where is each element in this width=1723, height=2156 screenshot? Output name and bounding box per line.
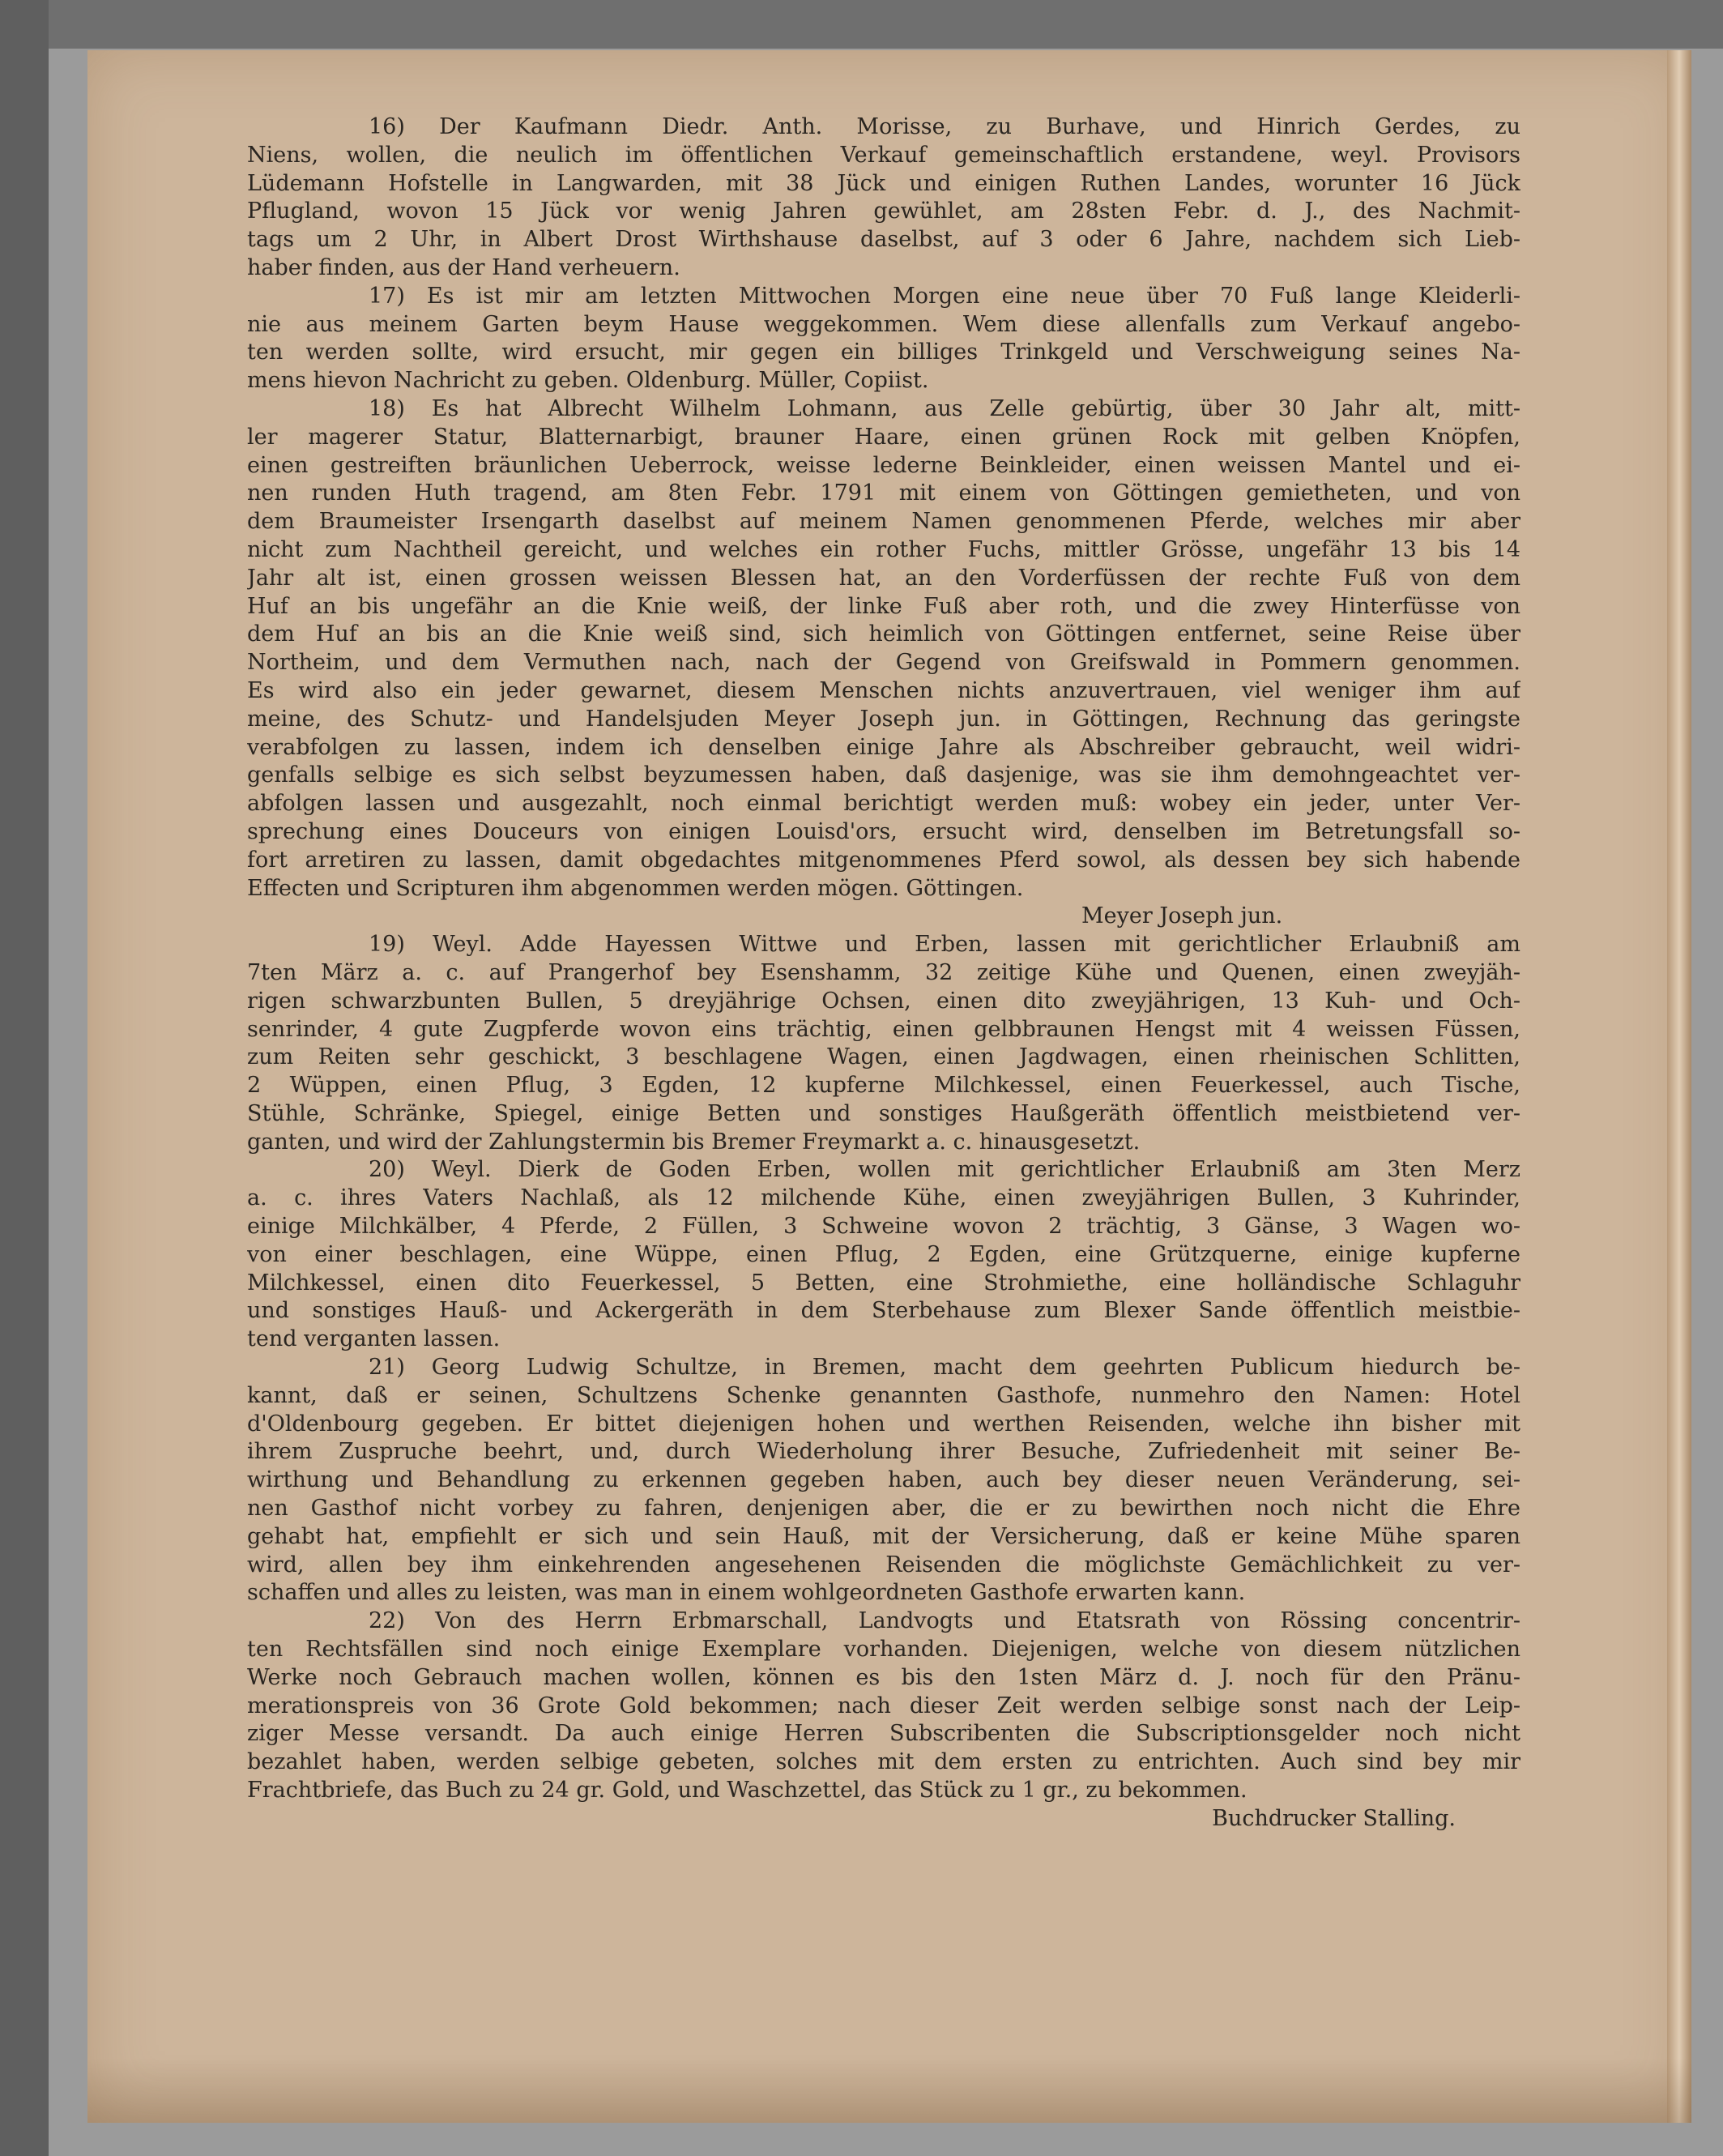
text-line: wirthung und Behandlung zu erkennen gegeben haben, auch bey dieser neuen Veränderung, sei-	[247, 1467, 1520, 1493]
text-line: Milchkessel, einen dito Feuerkessel, 5 Betten, eine Strohmiethe, eine holländische Schlaguhr	[247, 1270, 1520, 1296]
announcement-18	[247, 395, 1520, 931]
text-line: 16) Der Kaufmann Diedr. Anth. Morisse, zu Burhave, und Hinrich Gerdes, zu	[369, 114, 1520, 139]
text-line: 20) Weyl. Dierk de Goden Erben, wollen mit gerichtlicher Erlaubniß am 3ten Merz	[369, 1157, 1520, 1183]
scanner-background-top	[0, 0, 1723, 49]
text-line: und sonstiges Hauß- und Ackergeräth in dem Sterbehause zum Blexer Sande öffentlich meistbie-	[247, 1298, 1520, 1324]
page-shadow-bottom	[87, 2058, 1691, 2123]
text-line: d'Oldenbourg gegeben. Er bittet diejenigen hohen und werthen Reisenden, welche ihn bisher mit	[247, 1411, 1520, 1437]
text-line: kannt, daß er seinen, Schultzens Schenke genannten Gasthofe, nunmehro den Namen: Hotel	[247, 1382, 1520, 1408]
scanner-background-left	[0, 0, 49, 2156]
text-line: 18) Es hat Albrecht Wilhelm Lohmann, aus Zelle gebürtig, über 30 Jahr alt, mitt-	[369, 395, 1520, 421]
text-line: Pflugland, wovon 15 Jück vor wenig Jahren gewühlet, am 28sten Febr. d. J., des Nachmit-	[247, 199, 1520, 224]
text-line: a. c. ihres Vaters Nachlaß, als 12 milchende Kühe, einen zweyjährigen Bullen, 3 Kuhrinder,	[247, 1185, 1520, 1211]
text-line: einige Milchkälber, 4 Pferde, 2 Füllen, 3 Schweine wovon 2 trächtig, 3 Gänse, 3 Wagen wo-	[247, 1214, 1520, 1240]
announcement-16	[247, 113, 1520, 283]
text-line: einen gestreiften bräunlichen Ueberrock, weisse lederne Beinkleider, einen weissen Mantel und ei-	[247, 452, 1520, 478]
text-line: nie aus meinem Garten beym Hause weggekommen. Wem diese allenfalls zum Verkauf angebo-	[247, 311, 1520, 337]
text-line: 22) Von des Herrn Erbmarschall, Landvogts und Etatsrath von Rössing concentrir-	[369, 1608, 1520, 1634]
text-line: Stühle, Schränke, Spiegel, einige Betten und sonstiges Haußgeräth öffentlich meistbietend ver-	[247, 1100, 1520, 1126]
text-line: verabfolgen zu lassen, indem ich denselben einige Jahre als Abschreiber gebraucht, weil widri-	[247, 734, 1520, 760]
text-line: tend verganten lassen.	[247, 1326, 501, 1352]
text-line: fort arretiren zu lassen, damit obgedachtes mitgenommenes Pferd sowol, als dessen bey sich habende	[247, 847, 1520, 873]
page-edge-stack	[1667, 50, 1691, 2123]
text-line: 17) Es ist mir am letzten Mittwochen Morgen eine neue über 70 Fuß lange Kleiderli-	[369, 283, 1520, 309]
text-line: bezahlet haben, werden selbige gebeten, solches mit dem ersten zu entrichten. Auch sind bey mir	[247, 1749, 1520, 1775]
text-line: Niens, wollen, die neulich im öffentlichen Verkauf gemeinschaftlich erstandene, weyl. Provisors	[247, 142, 1520, 168]
text-line: merationspreis von 36 Grote Gold bekommen; nach dieser Zeit werden selbige sonst nach der Leip-	[247, 1693, 1520, 1718]
text-line: meine, des Schutz- und Handelsjuden Meyer Joseph jun. in Göttingen, Rechnung das geringste	[247, 706, 1520, 732]
text-line: haber finden, aus der Hand verheuern.	[247, 254, 680, 280]
announcement-22	[247, 1607, 1520, 1833]
text-line: ziger Messe versandt. Da auch einige Herren Subscribenten die Subscriptionsgelder noch nicht	[247, 1721, 1520, 1747]
text-line: sprechung eines Douceurs von einigen Louisd'ors, ersucht wird, denselben im Betretungsfall so-	[247, 818, 1520, 844]
text-line: schaffen und alles zu leisten, was man in einem wohlgeordneten Gasthofe erwarten kann.	[247, 1580, 1246, 1606]
announcement-20	[247, 1156, 1520, 1354]
announcement-17	[247, 283, 1520, 395]
text-line: ihrem Zuspruche beehrt, und, durch Wiederholung ihrer Besuche, Zufriedenheit mit seiner Be-	[247, 1439, 1520, 1465]
text-line: 2 Wüppen, einen Pflug, 3 Egden, 12 kupferne Milchkessel, einen Feuerkessel, auch Tische,	[247, 1073, 1520, 1099]
text-line: senrinder, 4 gute Zugpferde wovon eins trächtig, einen gelbbraunen Hengst mit 4 weissen Füssen,	[247, 1016, 1520, 1042]
text-line: Northeim, und dem Vermuthen nach, nach der Gegend von Greifswald in Pommern genommen.	[247, 650, 1520, 676]
text-line: Jahr alt ist, einen grossen weissen Blessen hat, an den Vorderfüssen der rechte Fuß von dem	[247, 565, 1520, 591]
text-line: Frachtbriefe, das Buch zu 24 gr. Gold, und Waschzettel, das Stück zu 1 gr., zu bekommen.	[247, 1778, 1247, 1804]
text-line: nen runden Huth tragend, am 8ten Febr. 1791 mit einem von Göttingen gemietheten, und von	[247, 480, 1520, 506]
text-line: gehabt hat, empfiehlt er sich und sein Hauß, mit der Versicherung, daß er keine Mühe sparen	[247, 1523, 1520, 1549]
announcement-21	[247, 1354, 1520, 1607]
text-line: abfolgen lassen und ausgezahlt, noch einmal berichtigt werden muß: wobey ein jeder, unter Ver-	[247, 791, 1520, 817]
signature: Meyer Joseph jun.	[1081, 903, 1283, 929]
signature: Buchdrucker Stalling.	[1212, 1805, 1456, 1831]
text-line: von einer beschlagen, eine Wüppe, einen Pflug, 2 Egden, eine Grützquerne, einige kupferne	[247, 1241, 1520, 1267]
text-line: nicht zum Nachtheil gereicht, und welches ein rother Fuchs, mittler Grösse, ungefähr 13 bis 14	[247, 536, 1520, 562]
text-line: Effecten und Scripturen ihm abgenommen werden mögen. Göttingen.	[247, 875, 1024, 901]
text-line: dem Braumeister Irsengarth daselbst auf meinem Namen genommenen Pferde, welches mir aber	[247, 509, 1520, 535]
text-line: rigen schwarzbunten Bullen, 5 dreyjährige Ochsen, einen dito zweyjährigen, 13 Kuh- und Och-	[247, 988, 1520, 1014]
text-line: zum Reiten sehr geschickt, 3 beschlagene Wagen, einen Jagdwagen, einen rheinischen Schlitten,	[247, 1044, 1520, 1070]
text-line: mens hievon Nachricht zu geben. Oldenburg. Müller, Copiist.	[247, 368, 929, 394]
text-line: genfalls selbige es sich selbst beyzumessen haben, daß dasjenige, was sie ihm demohngeachtet ver-	[247, 762, 1520, 788]
announcements-column	[247, 113, 1520, 1834]
text-line: Huf an bis ungefähr an die Knie weiß, der linke Fuß aber roth, und die zwey Hinterfüsse von	[247, 593, 1520, 619]
text-line: ten Rechtsfällen sind noch einige Exemplare vorhanden. Diejenigen, welche von diesem nützlichen	[247, 1637, 1520, 1663]
text-line: ler magerer Statur, Blatternarbigt, brauner Haare, einen grünen Rock mit gelben Knöpfen,	[247, 424, 1520, 450]
text-line: Es wird also ein jeder gewarnet, diesem Menschen nichts anzuvertrauen, viel weniger ihm auf	[247, 677, 1520, 703]
text-line: Werke noch Gebrauch machen wollen, können es bis den 1sten März d. J. noch für den Pränu-	[247, 1664, 1520, 1690]
text-line: tags um 2 Uhr, in Albert Drost Wirthshause daselbst, auf 3 oder 6 Jahre, nachdem sich Lieb-	[247, 227, 1520, 253]
text-line: wird, allen bey ihm einkehrenden angesehenen Reisenden die möglichste Gemächlichkeit zu ver-	[247, 1552, 1520, 1578]
text-line: nen Gasthof nicht vorbey zu fahren, denjenigen aber, die er zu bewirthen noch nicht die Ehre	[247, 1496, 1520, 1522]
text-line: dem Huf an bis an die Knie weiß sind, sich heimlich von Göttingen entfernet, seine Reise über	[247, 621, 1520, 647]
text-line: 19) Weyl. Adde Hayessen Wittwe und Erben, lassen mit gerichtlicher Erlaubniß am	[369, 932, 1520, 958]
announcement-19	[247, 931, 1520, 1156]
text-line: 7ten März a. c. auf Prangerhof bey Esenshamm, 32 zeitige Kühe und Quenen, einen zweyjäh-	[247, 959, 1520, 985]
text-line: Lüdemann Hofstelle in Langwarden, mit 38 Jück und einigen Ruthen Landes, worunter 16 Jück	[247, 170, 1520, 196]
text-line: ganten, und wird der Zahlungstermin bis Bremer Freymarkt a. c. hinausgesetzt.	[247, 1129, 1141, 1155]
text-line: ten werden sollte, wird ersucht, mir gegen ein billiges Trinkgeld und Verschweigung seines Na-	[247, 339, 1520, 365]
text-line: 21) Georg Ludwig Schultze, in Bremen, macht dem geehrten Publicum hiedurch be-	[369, 1355, 1520, 1381]
